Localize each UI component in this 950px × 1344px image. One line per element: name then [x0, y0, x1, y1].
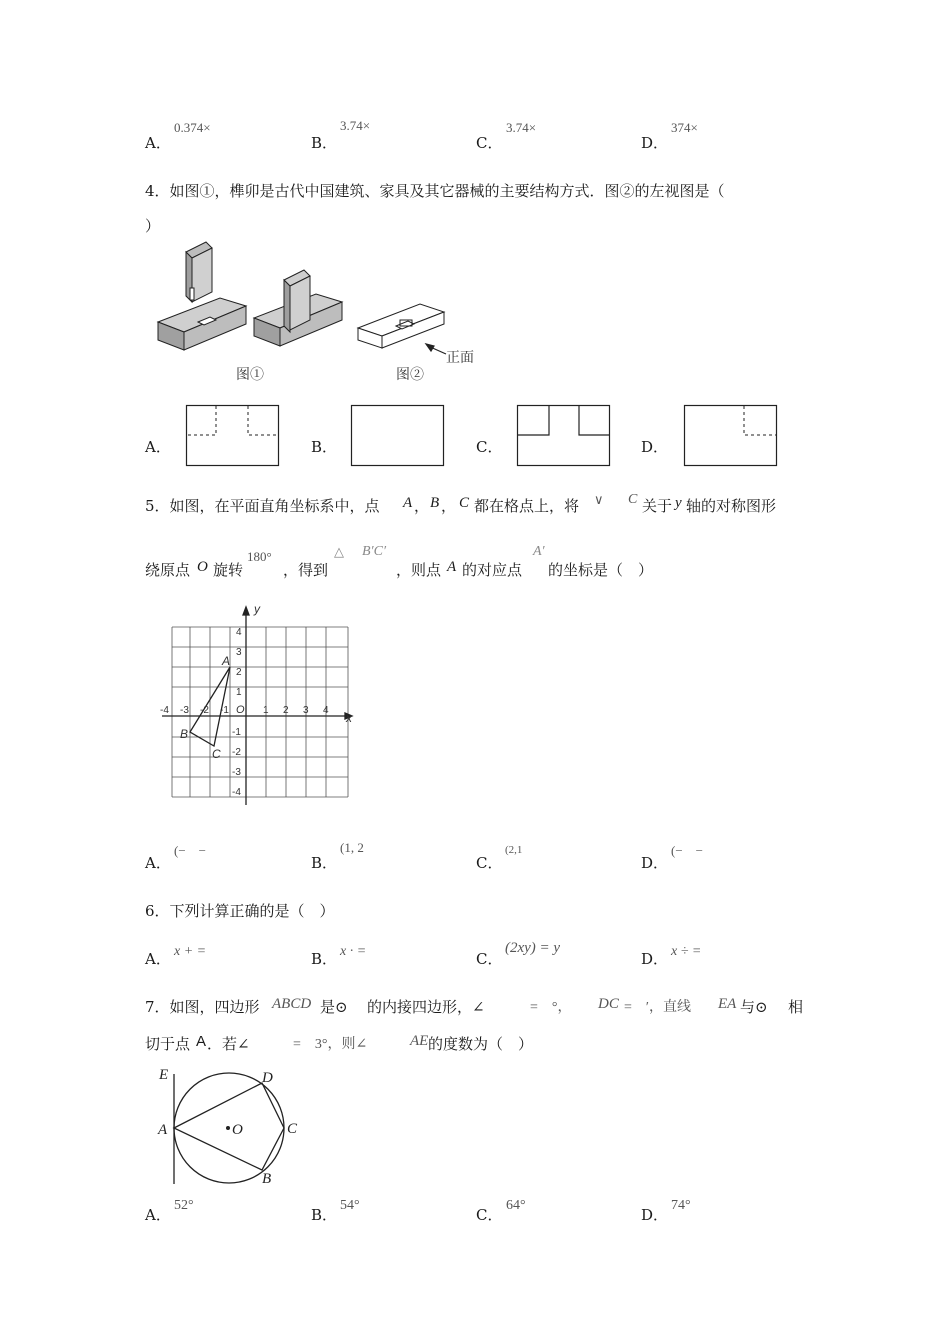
- q7-option-d-value: 74°: [671, 1198, 691, 1213]
- x-tick-neg1: -1: [220, 705, 229, 716]
- y-tick-4: 4: [236, 627, 242, 638]
- graph-point-b: B: [180, 727, 189, 741]
- x-tick-neg3: -3: [180, 705, 189, 716]
- q7-option-a-value: 52°: [174, 1198, 194, 1213]
- graph-origin-label: O: [236, 704, 245, 716]
- q7-text-1e: = ′，直线: [624, 1000, 691, 1015]
- q5-text-C2: C: [628, 492, 638, 507]
- q6-option-b-label: B．: [311, 950, 338, 968]
- q4-option-b-view: [351, 405, 445, 467]
- q3-option-c-label: C．: [476, 134, 503, 152]
- graph-point-c: C: [212, 747, 221, 761]
- q3-option-b-label: B．: [311, 134, 338, 152]
- q5-option-d-label: D．: [641, 854, 669, 872]
- q6-option-b-value: x · =: [340, 944, 367, 959]
- q5-option-c-label: C．: [476, 854, 503, 872]
- front-arrow: [426, 344, 446, 354]
- q5-text-1a: 5．如图，在平面直角坐标系中，点: [145, 497, 380, 515]
- q5-text-B: B: [430, 495, 440, 511]
- q5-text-y: y: [675, 495, 682, 511]
- q7-option-a-label: A．: [145, 1206, 171, 1224]
- q5-text-tri: ∨: [594, 492, 604, 507]
- fig1-post: [186, 242, 212, 302]
- y-tick-2: 2: [236, 667, 242, 678]
- q6-option-a-label: A．: [145, 950, 171, 968]
- fig2-assembled: [254, 270, 342, 346]
- q6-option-c-value: (2xy) = y: [505, 940, 561, 956]
- fig-label-o: O: [232, 1122, 243, 1138]
- q5-option-a-label: A．: [145, 854, 171, 872]
- q7-text-1f: 与⊙: [740, 998, 768, 1016]
- q5-text-2e: 的对应点: [462, 561, 523, 579]
- q5-option-c-value: (2,1: [505, 844, 523, 856]
- q7-text-ea: EA: [718, 996, 737, 1012]
- q4-option-b-label: B．: [311, 438, 338, 456]
- q7-option-d-label: D．: [641, 1206, 669, 1224]
- q7-text-2d: 的度数为（ ）: [428, 1035, 534, 1053]
- q4-fig2-label: 图②: [396, 367, 424, 383]
- q7-text-1b: 是⊙: [320, 998, 348, 1016]
- q5-option-b-value: (1, 2: [340, 840, 364, 855]
- q7-option-c-value: 64°: [506, 1198, 526, 1213]
- q5-text-sep2: ，: [441, 497, 457, 515]
- q4-option-c-view: [517, 405, 611, 467]
- q5-text-2f: 的坐标是（ ）: [548, 561, 654, 579]
- q5-text-A: A: [403, 495, 413, 511]
- q5-text-C: C: [459, 495, 470, 511]
- q7-text-1d: = °，: [530, 1000, 572, 1015]
- x-tick-2: 2: [283, 705, 289, 716]
- q7-text-ae: AE: [410, 1033, 429, 1049]
- q5-text-2c: ，得到: [283, 561, 329, 579]
- q5-text-2b: 旋转: [213, 561, 244, 579]
- q5-text-2a: 绕原点: [145, 561, 191, 579]
- q4-front-label: 正面: [446, 350, 474, 366]
- q7-text-2a: 切于点: [145, 1035, 191, 1053]
- q5-text-1d: 轴的对称图形: [686, 497, 777, 515]
- q4-mortise-tenon-figure: [150, 240, 510, 390]
- graph-point-a: A: [222, 654, 231, 668]
- q5-text-1b: 都在格点上，将: [474, 497, 580, 515]
- q4-option-d-label: D．: [641, 438, 669, 456]
- q3-option-c-value: 3.74×: [506, 120, 537, 135]
- q5-coordinate-graph: [160, 602, 360, 810]
- q3-option-b-value: 3.74×: [340, 118, 371, 133]
- q4-stem-line2: ）: [145, 217, 161, 235]
- q4-option-a-view: [186, 405, 280, 467]
- fig-label-d: D: [262, 1070, 273, 1086]
- q4-stem-line1: 4．如图①，榫卯是古代中国建筑、家具及其它器械的主要结构方式．图②的左视图是（: [145, 182, 725, 200]
- y-tick-neg4: -4: [232, 787, 241, 798]
- x-tick-neg4: -4: [160, 705, 169, 716]
- q5-text-A-l2: A: [447, 559, 457, 575]
- q5-text-bc: B′C′: [362, 544, 387, 559]
- q6-option-d-label: D．: [641, 950, 669, 968]
- q5-text-2d: ，则点: [396, 561, 442, 579]
- q3-option-d-label: D．: [641, 134, 669, 152]
- q6-stem: 6．下列计算正确的是（ ）: [145, 902, 335, 920]
- q7-text-1c: 的内接四边形，∠: [367, 998, 485, 1016]
- fig2-outline: [358, 304, 444, 348]
- q7-option-c-label: C．: [476, 1206, 503, 1224]
- q6-option-a-value: x + =: [174, 944, 207, 959]
- q5-text-A-prime: A′: [533, 544, 545, 559]
- q7-text-2A: A: [196, 1033, 207, 1050]
- q4-option-c-label: C．: [476, 438, 503, 456]
- q4-option-a-label: A．: [145, 438, 171, 456]
- q7-text-1g: 相: [788, 998, 804, 1016]
- q7-text-1a: 7．如图，四边形: [145, 998, 260, 1016]
- x-tick-4: 4: [323, 705, 329, 716]
- fig1-beam: [158, 298, 246, 350]
- fig-label-a: A: [158, 1122, 168, 1138]
- y-tick-neg2: -2: [232, 747, 241, 758]
- q5-text-tri2: △: [334, 544, 344, 559]
- q5-option-d-value: (− −: [671, 843, 703, 858]
- graph-x-label: x: [346, 711, 352, 725]
- q7-circle-figure: [150, 1062, 310, 1192]
- y-tick-neg1: -1: [232, 727, 241, 738]
- q5-option-b-label: B．: [311, 854, 338, 872]
- q5-text-O: O: [197, 559, 208, 575]
- q5-text-sep1: ，: [414, 497, 430, 515]
- q6-option-c-label: C．: [476, 950, 503, 968]
- fig-label-b: B: [262, 1171, 272, 1187]
- x-tick-3: 3: [303, 705, 309, 716]
- grid-lines: [172, 627, 348, 797]
- q4-fig1-label: 图①: [236, 367, 264, 383]
- q5-text-1c: 关于: [642, 497, 673, 515]
- x-tick-1: 1: [263, 705, 269, 716]
- q5-text-deg: 180°: [247, 549, 272, 564]
- q3-option-a-label: A．: [145, 134, 171, 152]
- q6-option-d-value: x ÷ =: [671, 944, 702, 959]
- center-point: [226, 1126, 230, 1130]
- q7-option-b-value: 54°: [340, 1198, 360, 1213]
- q7-option-b-label: B．: [311, 1206, 338, 1224]
- fig-label-c: C: [287, 1121, 298, 1137]
- q7-text-2c: = 3°，则∠: [293, 1037, 368, 1052]
- q3-option-a-value: 0.374×: [174, 120, 211, 135]
- q5-option-a-value: (− −: [174, 843, 206, 858]
- q3-option-d-value: 374×: [671, 120, 698, 135]
- q7-text-2b: ．若∠: [207, 1035, 250, 1053]
- q4-option-d-view: [684, 405, 778, 467]
- y-tick-1: 1: [236, 687, 242, 698]
- graph-y-label: y: [254, 602, 260, 616]
- y-tick-neg3: -3: [232, 767, 241, 778]
- q7-text-abcd: ABCD: [272, 996, 312, 1012]
- y-tick-3: 3: [236, 647, 242, 658]
- fig-label-e: E: [159, 1067, 169, 1083]
- q7-text-dc: DC: [598, 996, 619, 1012]
- x-tick-neg2: -2: [200, 705, 209, 716]
